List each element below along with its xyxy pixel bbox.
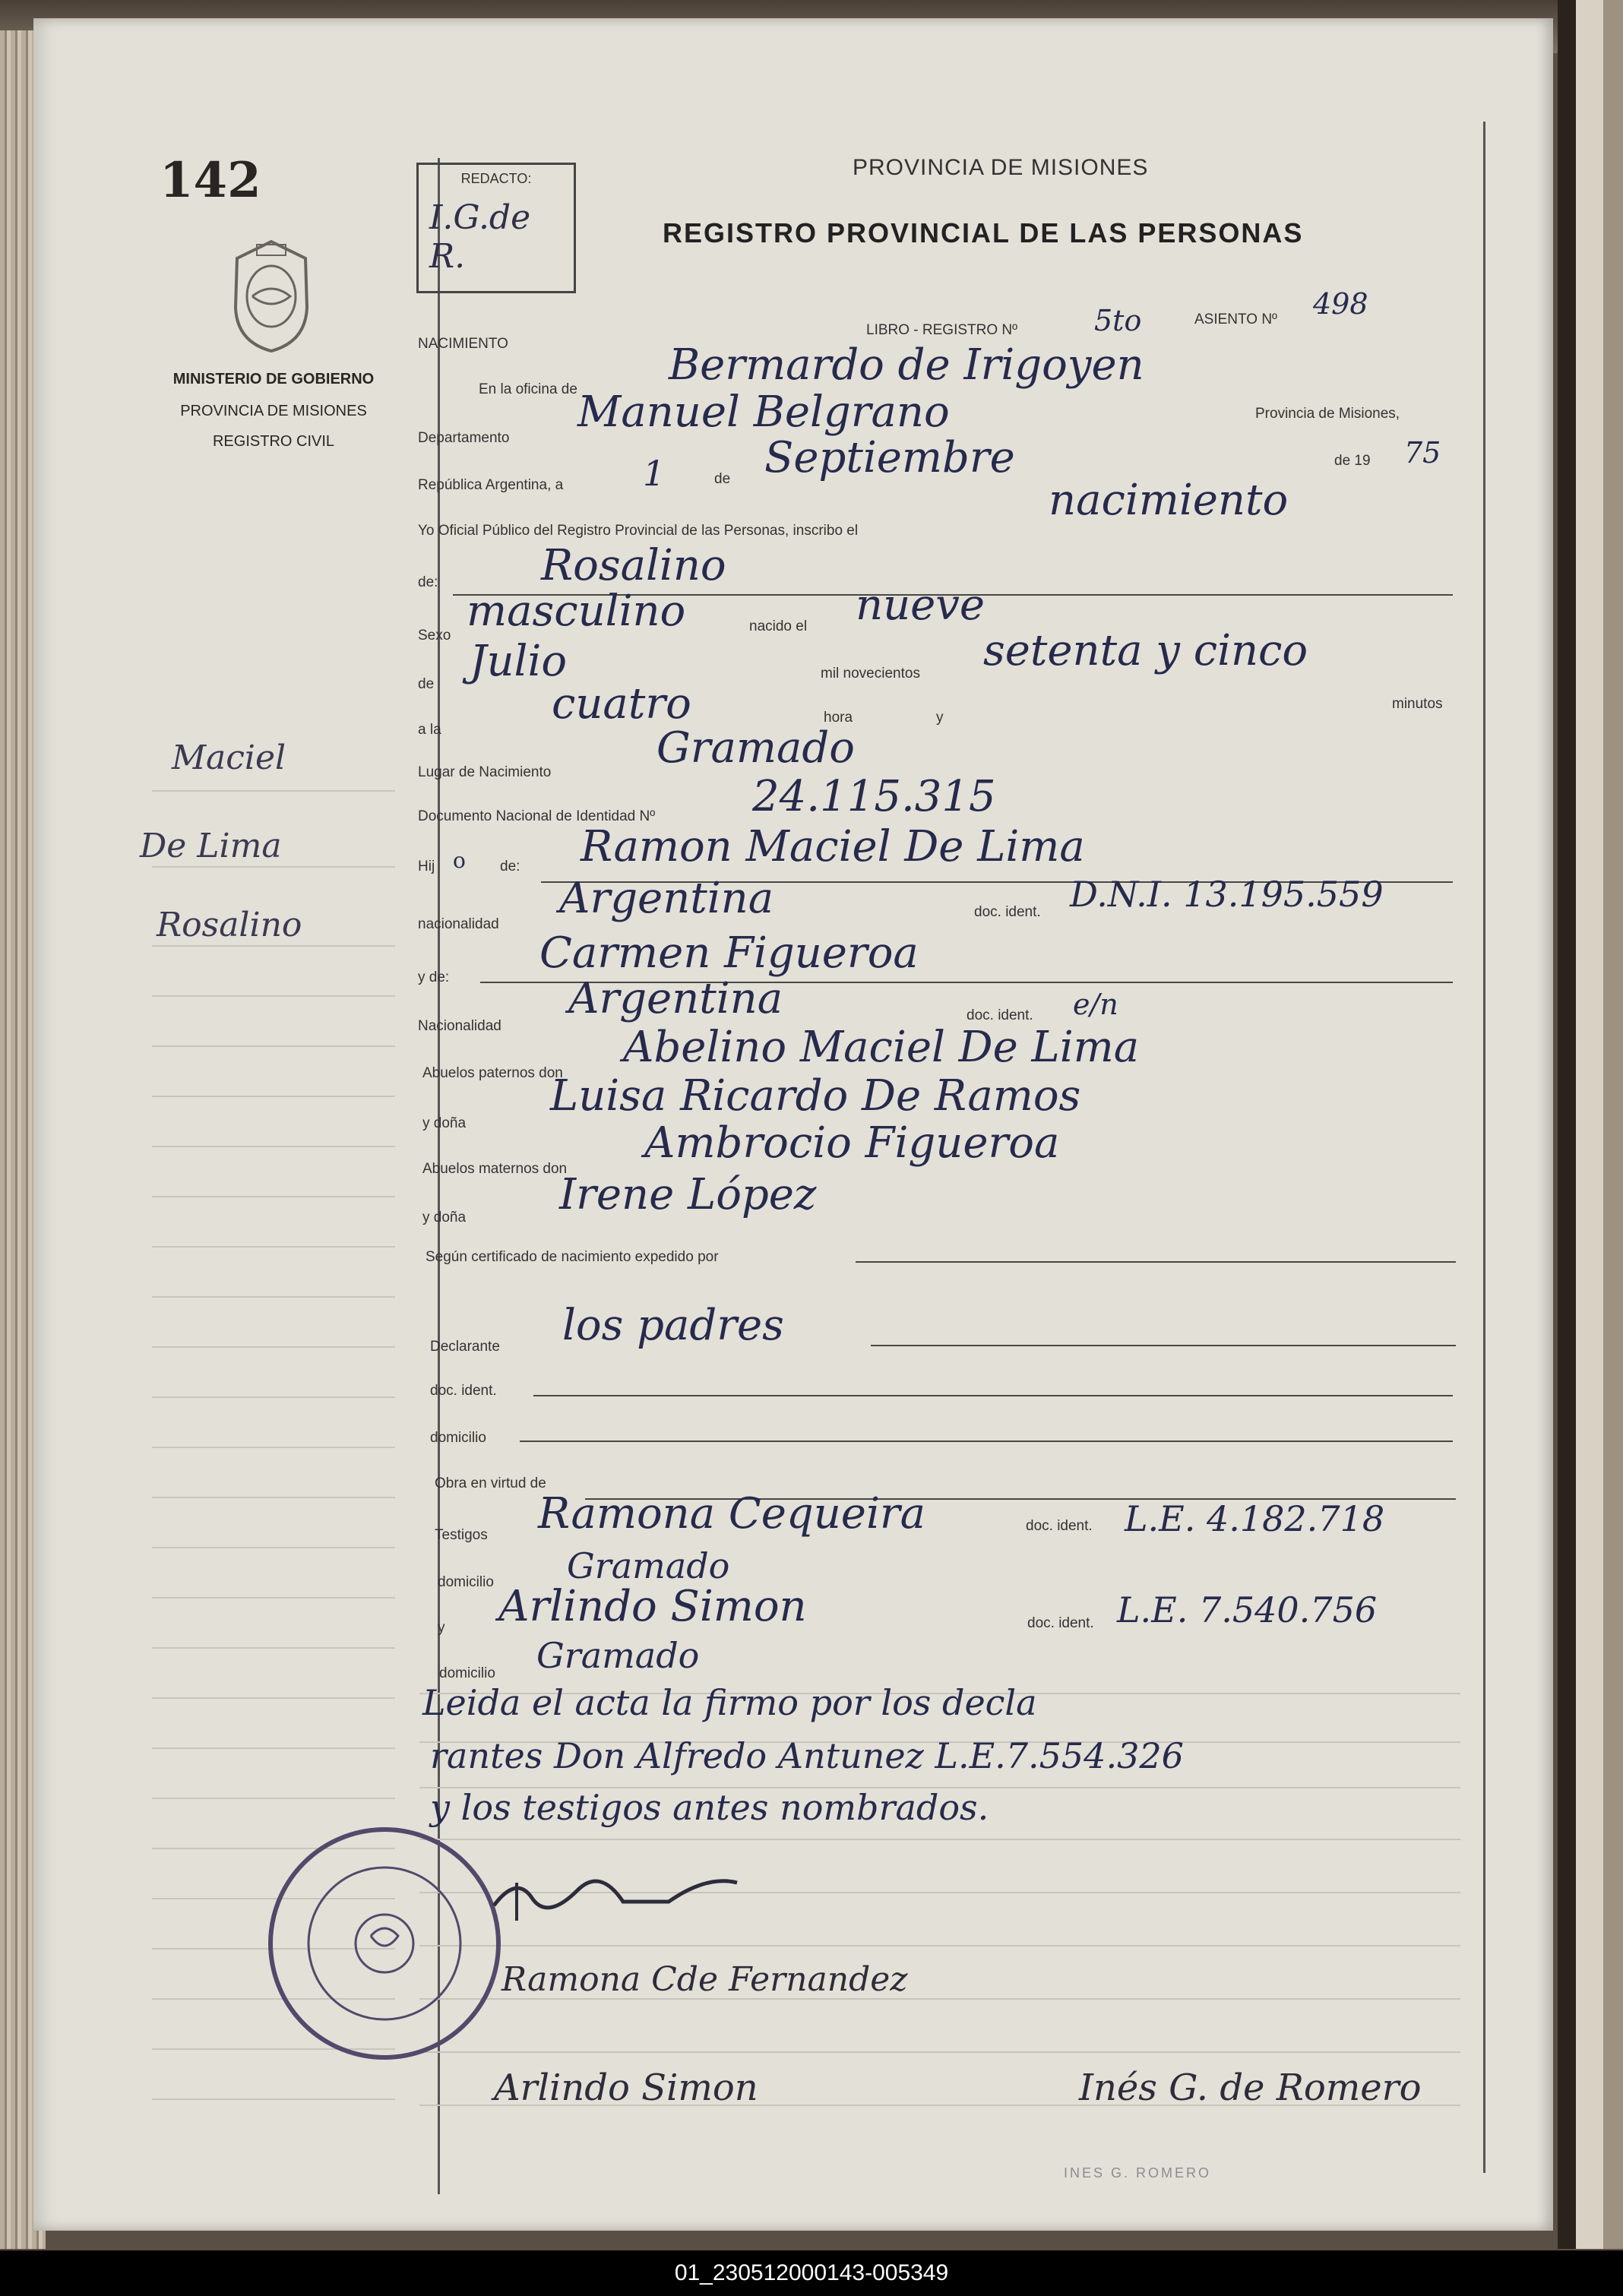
acto-value: nacimiento — [1049, 476, 1289, 525]
margin-rule — [152, 1396, 395, 1398]
madre-nac-value: Argentina — [568, 974, 783, 1023]
declarante-underline — [871, 1345, 1456, 1346]
y-dona1-label: y doña — [422, 1115, 467, 1131]
anio-nac-value: setenta y cinco — [983, 626, 1308, 675]
margin-rule — [152, 1196, 395, 1197]
margin-rule — [152, 995, 395, 997]
margin-rule — [152, 866, 395, 868]
testigo1-dom-value: Gramado — [567, 1545, 730, 1586]
madre-value: Carmen Figueroa — [539, 928, 919, 978]
margin-rule — [152, 790, 395, 792]
redacto-value: I.G.de R. — [429, 198, 531, 276]
margin-rule — [152, 1447, 395, 1448]
domicilio-t1-label: domicilio — [438, 1574, 494, 1590]
margin-rule — [152, 1647, 395, 1649]
departamento-label: Departamento — [418, 430, 510, 446]
testigo2-value: Arlindo Simon — [498, 1582, 807, 1631]
republica-label: República Argentina, a — [418, 477, 564, 493]
nacionalidad2-label: Nacionalidad — [418, 1018, 501, 1034]
segun-label: Según certificado de nacimiento expedido por — [426, 1249, 719, 1265]
departamento-value: Manuel Belgrano — [577, 387, 950, 437]
margin-note-surname1: Maciel — [172, 738, 286, 777]
doc-ident-t2-label: doc. ident. — [1027, 1615, 1094, 1631]
padre-doc-value: D.N.I. 13.195.559 — [1070, 874, 1384, 915]
form-rule — [419, 2051, 1460, 2053]
lugar-value: Gramado — [656, 723, 855, 773]
domicilio-t2-label: domicilio — [439, 1665, 495, 1681]
ministry-registry: REGISTRO CIVIL — [212, 433, 335, 450]
dni-value: 24.115.315 — [752, 772, 996, 821]
provincial-emblem-icon — [222, 236, 321, 357]
hijo-de-label: de: — [500, 859, 520, 874]
domicilio-decl-underline — [520, 1441, 1453, 1442]
oficial-label: Yo Oficial Público del Registro Provincial de las Personas, inscribo el — [418, 523, 859, 539]
libro-label: LIBRO - REGISTRO Nº — [866, 322, 1018, 338]
padre-nac-value: Argentina — [559, 874, 774, 923]
margin-rule — [152, 1597, 395, 1599]
act-type-label: NACIMIENTO — [418, 336, 508, 352]
mes-value: Septiembre — [764, 433, 1015, 482]
official-name-stamp: INES G. ROMERO — [1064, 2165, 1212, 2181]
note-line-2: rantes Don Alfredo Antunez L.E.7.554.326 — [430, 1735, 1184, 1776]
mes-nac-label: de — [418, 676, 435, 692]
abuelos-maternos-label: Abuelos maternos don — [422, 1161, 568, 1177]
doc-ident-decl-label: doc. ident. — [430, 1383, 497, 1399]
sexo-label: Sexo — [418, 628, 451, 644]
margin-rule — [152, 1497, 395, 1498]
mes-nac-value: Julio — [470, 637, 568, 686]
testigo2-dom-value: Gramado — [536, 1635, 700, 1676]
margin-rule — [152, 2098, 395, 2100]
hijo-label: Hij — [418, 859, 435, 874]
hora-label: hora — [824, 710, 853, 726]
registry-title: REGISTRO PROVINCIAL DE LAS PERSONAS — [663, 217, 1304, 248]
doc-ident2-label: doc. ident. — [967, 1007, 1033, 1023]
y-dona2-label: y doña — [422, 1210, 467, 1225]
declarante-label: Declarante — [430, 1339, 500, 1355]
doc-ident-t1-label: doc. ident. — [1026, 1518, 1093, 1534]
de-label: de — [714, 471, 731, 487]
y-t2-label: y — [438, 1620, 445, 1636]
margin-note-surname2: De Lima — [140, 827, 282, 865]
margin-rule — [152, 1346, 395, 1348]
note-line-3: y los testigos antes nombrados. — [430, 1787, 989, 1828]
oficina-label: En la oficina de — [479, 381, 577, 397]
nombre-label: de: — [418, 574, 438, 590]
abuela-pat-value: Luisa Ricardo De Ramos — [550, 1071, 1081, 1121]
abuelo-mat-value: Ambrocio Figueroa — [644, 1118, 1060, 1168]
signature-witness-2: Arlindo Simon — [494, 2067, 758, 2109]
form-rule — [419, 1839, 1460, 1840]
margin-rule — [152, 1096, 395, 1097]
official-round-stamp — [263, 1822, 506, 2065]
documento-label: Documento Nacional de Identidad Nº — [418, 808, 656, 824]
folio-number: 142 — [160, 152, 261, 209]
nombre-value: Rosalino — [541, 541, 726, 590]
province-title: PROVINCIA DE MISIONES — [853, 155, 1149, 180]
nacido-label: nacido el — [749, 618, 808, 634]
y-label: y — [936, 710, 944, 726]
obra-label: Obra en virtud de — [435, 1475, 546, 1491]
dia-nac-value: nueve — [856, 580, 986, 630]
asiento-value: 498 — [1313, 287, 1368, 321]
signature-official: Inés G. de Romero — [1079, 2067, 1422, 2109]
image-id-footer: 01_230512000143-005349 — [0, 2250, 1623, 2296]
redacto-box — [416, 163, 576, 293]
margin-rule — [152, 945, 395, 947]
margin-rule — [152, 1547, 395, 1548]
hijo-suffix: o — [453, 848, 466, 873]
margin-rule — [152, 1798, 395, 1799]
form-rule — [419, 1945, 1460, 1947]
abuela-mat-value: Irene López — [559, 1170, 817, 1219]
sexo-value: masculino — [467, 587, 686, 636]
ministry-title: MINISTERIO DE GOBIERNO — [172, 371, 375, 387]
margin-rule — [152, 1045, 395, 1047]
abuelos-paternos-label: Abuelos paternos don — [422, 1065, 563, 1081]
mil-label: mil novecientos — [821, 666, 920, 682]
declarant-signature-icon — [486, 1860, 745, 1928]
frame-right-rule — [1483, 122, 1485, 2173]
testigos-label: Testigos — [435, 1527, 488, 1543]
oficina-value: Bermardo de Irigoyen — [669, 340, 1144, 390]
anio-value: 75 — [1404, 436, 1441, 470]
hora-value: cuatro — [552, 679, 691, 729]
redacto-label: REDACTO: — [460, 171, 532, 186]
margin-rule — [152, 1697, 395, 1699]
abuelo-pat-value: Abelino Maciel De Lima — [623, 1023, 1140, 1072]
note-line-1: Leida el acta la firmo por los decla — [422, 1682, 1037, 1723]
provincia-label: Provincia de Misiones, — [1255, 406, 1400, 422]
padre-value: Ramon Maciel De Lima — [581, 822, 1085, 871]
signature-witness-1: Ramona Cde Fernandez — [501, 1960, 908, 1999]
margin-rule — [152, 1296, 395, 1298]
domicilio-decl-label: domicilio — [430, 1430, 486, 1446]
lugar-label: Lugar de Nacimiento — [418, 764, 552, 780]
declarante-value: los padres — [562, 1301, 784, 1350]
testigo2-doc-value: L.E. 7.540.756 — [1117, 1589, 1378, 1630]
doc-ident1-label: doc. ident. — [974, 904, 1041, 920]
testigo1-value: Ramona Cequeira — [538, 1489, 926, 1539]
segun-underline — [856, 1261, 1456, 1263]
nacionalidad1-label: nacionalidad — [418, 916, 499, 932]
ministry-province: PROVINCIA DE MISIONES — [180, 403, 367, 419]
libro-value: 5to — [1094, 304, 1142, 337]
testigo1-doc-value: L.E. 4.182.718 — [1125, 1498, 1385, 1539]
doc-ident-decl-underline — [533, 1395, 1453, 1396]
y-de-label: y de: — [418, 969, 450, 985]
minutos-label: minutos — [1392, 696, 1443, 712]
next-page-edge — [1558, 0, 1623, 2249]
margin-rule — [152, 1246, 395, 1248]
asiento-label: ASIENTO Nº — [1194, 312, 1277, 327]
margin-note-name: Rosalino — [157, 906, 302, 944]
anio-label: de 19 — [1334, 453, 1371, 469]
dia-value: 1 — [643, 453, 666, 494]
a-la-label: a la — [418, 722, 441, 738]
margin-rule — [152, 1146, 395, 1147]
margin-rule — [152, 1747, 395, 1749]
madre-doc-value: e/n — [1073, 988, 1118, 1021]
